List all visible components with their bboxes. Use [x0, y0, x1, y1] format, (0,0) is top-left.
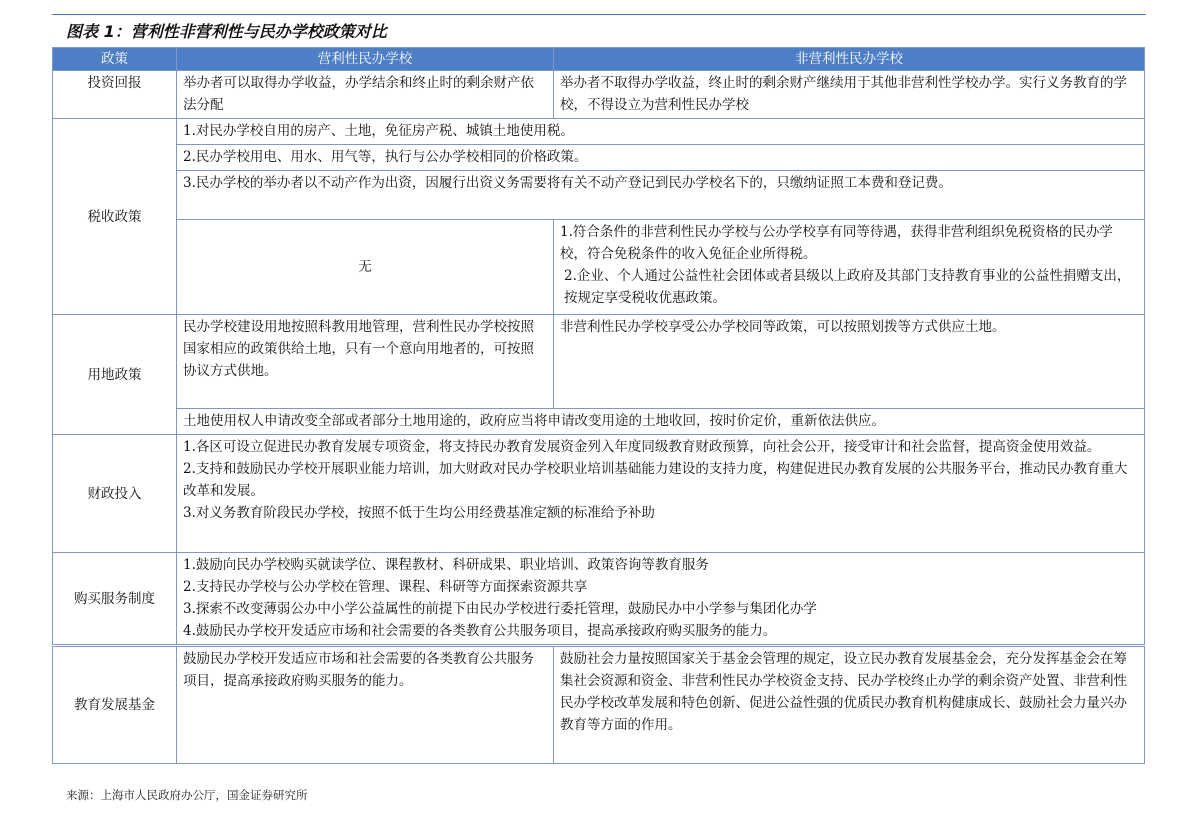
land-common: 土地使用权人申请改变全部或者部分土地用途的，政府应当将申请改变用途的土地收回，按时价定价，重新依法供应。 [177, 409, 1145, 435]
invest-profit: 举办者可以取得办学收益，办学结余和终止时的剩余财产依法分配 [177, 71, 554, 119]
tax-label: 税收政策 [53, 119, 177, 315]
row-invest [53, 71, 1145, 119]
finance-content [177, 435, 1145, 553]
tax-profit: 无 [177, 220, 554, 315]
land-nonprofit: 非营利性民办学校享受公办学校同等政策，可以按照划拨等方式供应土地。 [554, 315, 1145, 409]
figure-title: 图表 1：营利性非营利性与民办学校政策对比 [66, 22, 387, 41]
purchase-item-3: 3.探索不改变薄弱公办中小学公益属性的前提下由民办学校进行委托管理，鼓励民办中小学参与集团化办学 [183, 601, 817, 617]
finance-label: 财政投入 [53, 435, 177, 553]
tax-common-3: 3.民办学校的举办者以不动产作为出资，因履行出资义务需要将有关不动产登记到民办学校名下的，只缴纳证照工本费和登记费。 [177, 171, 1145, 220]
land-label: 用地政策 [53, 315, 177, 435]
row-fund [53, 646, 1145, 764]
tax-common-1: 1.对民办学校自用的房产、土地，免征房产税、城镇土地使用税。 [177, 119, 1145, 145]
header-nonprofit: 非营利性民办学校 [554, 48, 1145, 71]
policy-comparison-table [52, 47, 1145, 764]
invest-label: 投资回报 [53, 71, 177, 119]
fund-profit: 鼓励民办学校开发适应市场和社会需要的各类教育公共服务项目，提高承接政府购买服务的能力。 [177, 646, 554, 764]
land-profit: 民办学校建设用地按照科教用地管理，营利性民办学校按照国家相应的政策供给土地，只有一个意向用地者的，可按照协议方式供地。 [177, 315, 554, 409]
purchase-item-4: 4.鼓励民办学校开发适应市场和社会需要的各类教育公共服务项目，提高承接政府购买服务的能力。 [183, 623, 777, 639]
header-profit: 营利性民办学校 [177, 48, 554, 71]
fund-nonprofit: 鼓励社会力量按照国家关于基金会管理的规定，设立民办教育发展基金会，充分发挥基金会在筹集社会资源和资金、非营利性民办学校资金支持、民办学校终止办学的剩余资产处置、非营利性民办学校改革发展和特色创新、促进公益性强的优质民办教育机构健康成长、鼓励社会力量兴办教育等方面的作用。 [554, 646, 1145, 764]
row-tax-2 [53, 145, 1145, 171]
fund-label: 教育发展基金 [53, 646, 177, 764]
finance-item-3: 3.对义务教育阶段民办学校，按照不低于生均公用经费基准定额的标准给予补助 [183, 505, 655, 521]
invest-nonprofit: 举办者不取得办学收益，终止时的剩余财产继续用于其他非营利性学校办学。实行义务教育的学校，不得设立为营利性民办学校 [554, 71, 1145, 119]
header-policy: 政策 [53, 48, 177, 71]
tax-common-2: 2.民办学校用电、用水、用气等，执行与公办学校相同的价格政策。 [177, 145, 1145, 171]
finance-item-1: 1.各区可设立促进民办教育发展专项资金，将支持民办教育发展资金列入年度同级教育财政预算，向社会公开，接受审计和社会监督，提高资金使用效益。 [183, 439, 1101, 455]
purchase-item-2: 2.支持民办学校与公办学校在管理、课程、科研等方面探索资源共享 [183, 579, 588, 595]
row-land-2 [53, 409, 1145, 435]
row-land-1 [53, 315, 1145, 409]
tax-nonprofit-1: 1.符合条件的非营利性民办学校与公办学校享有同等待遇，获得非营利组织免税资格的民办学校，符合免税条件的收入免征企业所得税。 [560, 224, 1113, 262]
purchase-item-1: 1.鼓励向民办学校购买就读学位、课程教材、科研成果、职业培训、政策咨询等教育服务 [183, 557, 709, 573]
row-tax-3 [53, 171, 1145, 220]
row-purchase [53, 553, 1145, 646]
tax-nonprofit [554, 220, 1145, 315]
top-rule [52, 14, 1146, 15]
finance-item-2: 2.支持和鼓励民办学校开展职业能力培训，加大财政对民办学校职业培训基础能力建设的支持力度，构建促进民办教育发展的公共服务平台，推动民办教育重大改革和发展。 [183, 461, 1128, 499]
row-finance [53, 435, 1145, 553]
source-note: 来源：上海市人民政府办公厅，国金证券研究所 [66, 788, 308, 802]
row-tax-1 [53, 119, 1145, 145]
tax-nonprofit-2: 2.企业、个人通过公益性社会团体或者县级以上政府及其部门支持教育事业的公益性捐赠支出，按规定享受税收优惠政策。 [564, 268, 1131, 306]
purchase-content [177, 553, 1145, 646]
header-row [53, 48, 1145, 71]
purchase-label: 购买服务制度 [53, 553, 177, 646]
row-tax-4 [53, 220, 1145, 315]
